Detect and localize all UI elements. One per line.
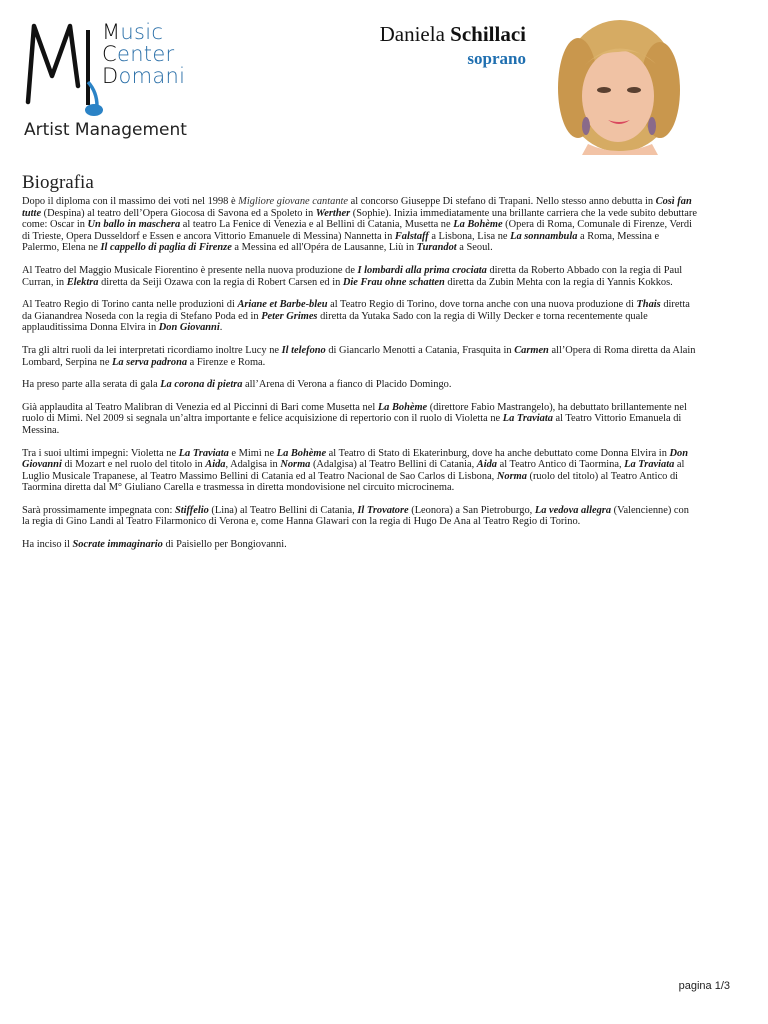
bio-paragraph: Ha preso parte alla serata di gala La corona di pietra all’Arena di Verona a fianco di Placido Domingo. xyxy=(22,379,452,391)
bio-paragraph: Sarà prossimamente impegnata con: Stiffelio (Lina) al Teatro Bellini di Catania, Il Trovatore (Leonora) a San Pietroburgo, La vedova allegra (Valencienne) con la regia di Gino Landi al Teatro Filarmonico di Verona e, come Hanna Glawari con la regia di Hugo De Ana al Teatro Regio di Torino. xyxy=(22,504,689,528)
portrait-image xyxy=(548,18,694,155)
bio-paragraph: Ha inciso il Socrate immaginario di Paisiello per Bongiovanni. xyxy=(22,539,287,551)
logo-text-music: Music xyxy=(102,20,164,44)
bio-paragraph: Tra i suoi ultimi impegni: Violetta ne La Traviata e Mimì ne La Bohème al Teatro di Stato di Ekaterinburg, dove ha anche debuttato come Donna Elvira in Don Giovanni di Mozart e nel ruolo del titolo in Aida, Adalgisa in Norma (Adalgisa) al Teatro Bellini di Catania, Aida al Teatro Antico di Taormina, La Traviata al Luglio Musicale Trapanese, al Teatro Massimo Bellini di Catania ed al Teatro Nacional de Sao Carlos di Lisbona, Norma (ruolo del titolo) al Teatro Antico di Taormina diretta dal M° Giuliano Carella e trasmessa in diretta mondovisione nel circuito microcinema. xyxy=(22,447,688,494)
artist-photo xyxy=(548,18,694,155)
artist-first-name: Daniela xyxy=(379,22,445,46)
bio-paragraph: Al Teatro Regio di Torino canta nelle produzioni di Ariane et Barbe-bleu al Teatro Regio di Torino, dove torna anche con una nuova produzione di Thais diretta da Gianandrea Noseda con la regia di Stefano Poda ed in Peter Grimes diretta da Yutaka Sado con la regia di Willy Decker e torna recentemente quale applauditissima Donna Elvira in Don Giovanni. xyxy=(22,299,690,334)
bio-paragraph: Al Teatro del Maggio Musicale Fiorentino è presente nella nuova produzione de I lombardi alla prima crociata diretta da Roberto Abbado con la regia di Paul Curran, in Elektra diretta da Seiji Ozawa con la regia di Robert Carsen ed in Die Frau ohne schatten diretta da Zubin Mehta con la regia di Yannis Kokkos. xyxy=(22,264,683,288)
bio-paragraph: Tra gli altri ruoli da lei interpretati ricordiamo inoltre Lucy ne Il telefono di Giancarlo Menotti a Catania, Frasquita in Carmen all’Opera di Roma diretta da Alain Lombard, Serpina ne La serva padrona a Firenze e Roma. xyxy=(22,344,696,368)
music-note-m-icon xyxy=(22,20,107,120)
logo-text-domani: Domani xyxy=(102,64,186,88)
artist-header xyxy=(380,22,526,69)
logo-subtitle: Artist Management xyxy=(24,120,187,140)
bio-paragraph: Già applaudita al Teatro Malibran di Venezia ed al Piccinni di Bari come Musetta nel La Bohème (direttore Fabio Mastrangelo), ha debuttato brillantemente nel ruolo di Mimì. Nel 2009 si segnala un’altra importante e felice acquisizione di repertorio con il ruolo di Violetta ne La Traviata al Teatro Vittorio Emanuela di Messina. xyxy=(22,401,687,436)
logo-text-center: Center xyxy=(102,42,175,66)
bio-paragraph: Dopo il diploma con il massimo dei voti nel 1998 è Migliore giovane cantante al concorso Giuseppe Di stefano di Trapani. Nello stesso anno debutta in Così fan tutte (Despina) al teatro dell’Opera Giocosa di Savona ed a Spoleto in Werther (Sophie). Inizia immediatamente una brillante carriera che la vede subito debuttare come: Oscar in Un ballo in maschera al teatro La Fenice di Venezia e al Bellini di Catania, Musetta ne La Bohème (Opera di Roma, Comunale di Firenze, Verdi di Trieste, Opera Dusseldorf e Essen e ancora Vittorio Emanuele di Messina) Nannetta in Falstaff a Lisbona, Lisa ne La sonnambula a Roma, Messina e Palermo, Elena ne Il cappello di paglia di Firenze a Messina ed all'Opéra de Lausanne, Liù in Turandot a Seoul. xyxy=(22,196,697,254)
biography xyxy=(22,172,698,562)
artist-name xyxy=(380,22,526,47)
artist-last-name: Schillaci xyxy=(450,22,526,46)
logo xyxy=(22,20,222,145)
page-number: pagina 1/3 xyxy=(678,980,730,992)
artist-role: soprano xyxy=(467,49,526,68)
section-title: Biografia xyxy=(22,172,94,193)
